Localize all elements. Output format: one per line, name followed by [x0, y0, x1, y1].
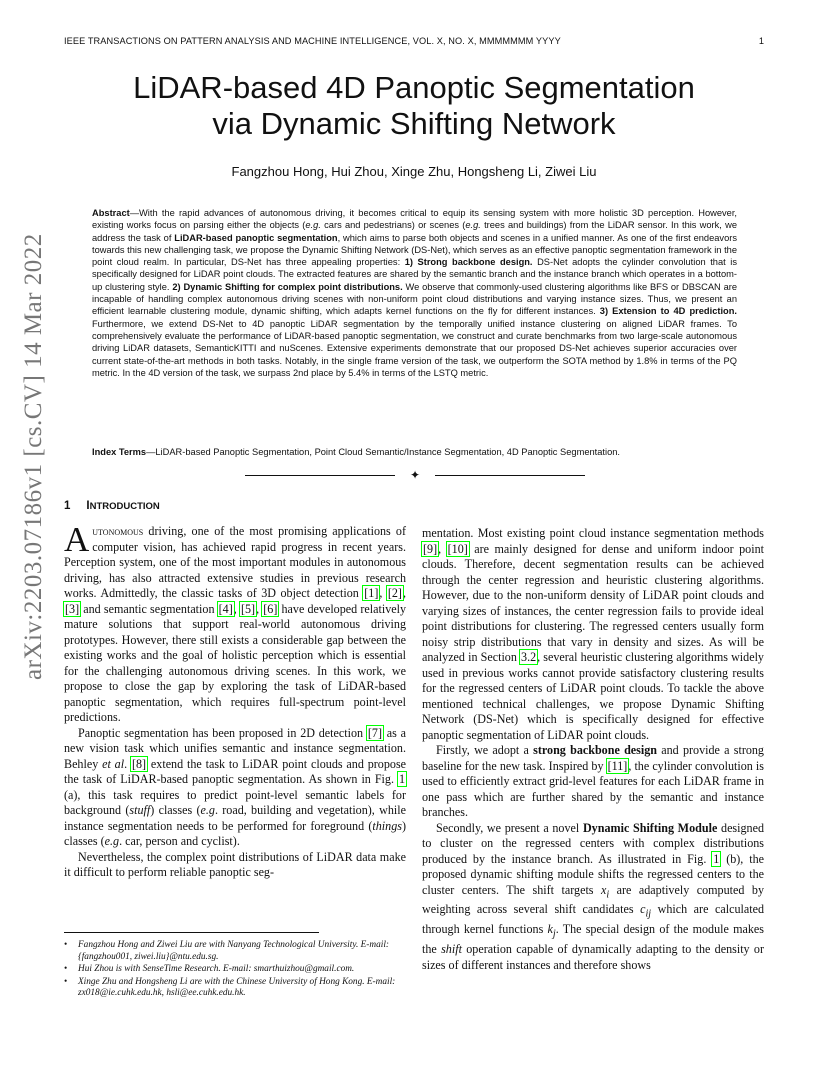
- paragraph: [64, 726, 406, 850]
- body-text: .: [124, 756, 131, 771]
- math-subscript: i: [606, 888, 610, 900]
- abstract-eg: e.g.: [465, 220, 481, 231]
- body-text: . car, person and cyclist).: [119, 834, 240, 848]
- figure-link[interactable]: 1: [713, 851, 720, 866]
- index-terms-text: —LiDAR-based Panoptic Segmentation, Point Cloud Semantic/Instance Segmentation, 4D Panoptic Segmentation.: [146, 447, 620, 457]
- abstract-bold: 1) Strong backbone design.: [404, 257, 533, 268]
- abstract-bold: LiDAR-based panoptic segmentation: [174, 232, 338, 243]
- body-text: (b), the proposed dynamic shifting module shifts the regressed centers to the cluster centers. The shift targets: [422, 851, 765, 897]
- footnote-rule: [64, 932, 319, 933]
- math-subscript: ij: [645, 908, 652, 920]
- abstract: [92, 207, 737, 379]
- math-symbol: c: [640, 902, 646, 917]
- drop-cap: A: [64, 520, 90, 559]
- italic-text: e.g: [104, 834, 120, 848]
- body-text: ,: [379, 586, 387, 600]
- math-symbol: x: [600, 882, 607, 897]
- citation-link[interactable]: [3]: [65, 601, 80, 616]
- abstract-text: —With the rapid advances of autonomous driving, it becomes critical to equip its sensing system with more holistic 3D perception. However, existing works focus on parsing either the objects (: [92, 208, 737, 231]
- section-link[interactable]: 3.2: [521, 650, 537, 664]
- body-text: Panoptic segmentation has been proposed in 2D detection: [78, 725, 367, 740]
- citation-link[interactable]: [7]: [367, 725, 382, 740]
- footnote-item: • Xinge Zhu and Hongsheng Li are with the Chinese University of Hong Kong. E-mail: zx018@ie.cuhk.edu.hk, hsli@ee.cuhk.edu.hk.: [78, 977, 409, 1000]
- citation-link[interactable]: [2]: [387, 586, 402, 600]
- italic-text: shift: [441, 942, 462, 957]
- abstract-text: We observe that commonly-used clustering algorithms like BFS or DBSCAN are incapable of handling complex autonomous driving scenes with non-uniform point cloud distributions and varying instance sizes. Thus, we present an efficient learnable clustering module, dynamic shifting, which adapts kernel functions on the fly for different instances.: [92, 281, 738, 317]
- abstract-bold: 2) Dynamic Shifting for complex point distributions.: [172, 281, 403, 292]
- figure-link[interactable]: 1: [398, 772, 405, 786]
- body-text: , several heuristic clustering algorithms widely used in previous works cannot provide satisfactory clustering results for the regressed centers of LiDAR point clouds. To tackle the above mentioned technical challenges, we propose Dynamic Shifting Network (DS-Net) which is specifically designed for effective panoptic segmentation of LiDAR point clouds.: [422, 650, 764, 742]
- footnote-item: • Fangzhou Hong and Ziwei Liu are with Nanyang Technological University. E-mail: {fangzhou001, ziwei.liu}@ntu.edu.sg.: [78, 940, 409, 963]
- italic-text: things: [372, 818, 402, 833]
- section-number: 1: [64, 500, 71, 512]
- body-text: Firstly, we adopt a: [436, 743, 534, 757]
- body-text: mentation. Most existing point cloud instance segmentation methods: [422, 526, 764, 540]
- italic-text: stuff: [129, 803, 151, 817]
- body-text: operation capable of dynamically adapting to the density or sizes of different instances and therefore shows: [422, 942, 764, 972]
- body-text: are adaptively computed by weighting across several shift candidates: [422, 882, 764, 917]
- abstract-eg: e.g.: [305, 220, 321, 231]
- paragraph: [422, 526, 764, 743]
- body-text: which are calculated through kernel functions: [422, 902, 764, 937]
- body-text: Secondly, we present a novel: [436, 820, 583, 835]
- page-number: 1: [758, 36, 764, 46]
- abstract-text: trees and buildings) from the LiDAR sensor. In this work, we address the task of: [92, 220, 738, 243]
- body-text: designed to cluster on the regressed centers with complex distributions produced by the instance branch. As illustrated in Fig.: [422, 820, 765, 866]
- body-text: (a), this task requires to predict point-level semantic labels for background (: [64, 787, 406, 817]
- index-terms-label: Index Terms: [92, 447, 147, 457]
- running-head: IEEE TRANSACTIONS ON PATTERN ANALYSIS AND MACHINE INTELLIGENCE, VOL. X, NO. X, MMMMMMM YYYY: [64, 36, 561, 46]
- body-text: ) classes (: [64, 818, 406, 848]
- divider-star-icon: ✦: [409, 468, 421, 482]
- abstract-text: cars and pedestrians) or scenes (: [320, 220, 466, 231]
- body-text: ) classes (: [150, 803, 201, 817]
- math-symbol: k: [547, 922, 553, 937]
- paragraph: [422, 743, 764, 821]
- index-terms: [92, 446, 737, 458]
- title-line-1: LiDAR-based 4D Panoptic Segmentation: [133, 70, 695, 105]
- citation-link[interactable]: [1]: [364, 586, 379, 600]
- citation-link[interactable]: [10]: [447, 541, 468, 556]
- section-heading: [64, 500, 160, 512]
- citation-link[interactable]: [4]: [218, 601, 233, 616]
- abstract-text: Furthermore, we extend DS-Net to 4D panoptic LiDAR segmentation by the temporally unified instance clustering on aligned LiDAR frames. To comprehensively evaluate the performance of LiDAR-based panoptic segmentation, we construct and curate benchmarks from two large-scale autonomous driving LiDAR datasets, SemanticKITTI and nuScenes. Extensive experiments demonstrate that our proposed DS-Net achieves superior accuracies over current state-of-the-art methods in both tasks. Notably, in the single frame version of the task, we outperform the SOTA method by 1.8% in terms of the PQ metric. In the 4D version of the task, we surpass 2nd place by 5.4% in terms of the LSTQ metric.: [92, 318, 737, 378]
- paragraph: [422, 821, 764, 974]
- body-text: as a new vision task which unifies semantic and instance segmentation. Behley: [64, 725, 406, 771]
- math-var: [547, 922, 556, 940]
- paragraph: Nevertheless, the complex point distributions of LiDAR data make it difficult to perform reliable panoptic seg-: [64, 849, 406, 879]
- citation-link[interactable]: [6]: [263, 601, 278, 616]
- math-var: [600, 882, 610, 900]
- citation-link[interactable]: [5]: [240, 601, 256, 616]
- divider-line-right: [435, 475, 585, 476]
- bold-text: Dynamic Shifting Module: [582, 820, 718, 835]
- arxiv-stamp[interactable]: arXiv:2203.07186v1 [cs.CV] 14 Mar 2022: [20, 233, 47, 680]
- body-text: and provide a strong baseline for the new task. Inspired by: [422, 743, 764, 773]
- bold-text: strong backbone design: [533, 743, 657, 757]
- body-text: . road, building and vegetation), while instance segmentation needs to be performed for foreground (: [64, 803, 406, 833]
- math-var: [640, 902, 652, 920]
- math-subscript: j: [552, 928, 556, 940]
- title-line-2: via Dynamic Shifting Network: [212, 106, 616, 141]
- small-caps-word: utonomous: [92, 524, 144, 538]
- italic-text: e.g: [200, 803, 215, 817]
- body-text: , the cylinder convolution is used to efficiently extract grid-level features for each LiDAR frame in one pass which are further shared by the semantic and instance branches.: [422, 758, 764, 819]
- footnotes: [64, 940, 409, 1001]
- body-text: extend the task to LiDAR point clouds and propose the task of LiDAR-based panoptic segmentation. As shown in Fig.: [64, 756, 407, 786]
- body-text: have developed relatively mature solutions that support real-world autonomous driving prototypes. However, there still exists a considerable gap between the existing works and the goal of holistic perception which is essential for the challenging autonomous driving scenes. In this work, we propose to close the gap by exploring the task of LiDAR-based panoptic segmentation, which requires full-spectrum point-level predictions.: [64, 601, 407, 724]
- body-text: ,: [438, 541, 447, 556]
- body-text: and semantic segmentation: [80, 601, 218, 616]
- citation-link[interactable]: [9]: [423, 541, 438, 556]
- abstract-label: Abstract: [92, 208, 130, 218]
- author-list: Fangzhou Hong, Hui Zhou, Xinge Zhu, Hongsheng Li, Ziwei Liu: [231, 164, 597, 179]
- body-text: driving, one of the most promising applications of computer vision, has achieved rapid progress in recent years. Perception system, one of the most important modules in autonomous driving, has also attracted extensive studies in previous research works. Admittedly, the classic tasks of 3D object detection: [64, 524, 406, 600]
- section-divider: [245, 468, 585, 482]
- abstract-text: DS-Net adopts the cylinder convolution that is specifically designed for LiDAR point clouds. The extracted features are shared by the semantic branch and the instance branch which operates in a bottom-up clustering style.: [92, 257, 737, 292]
- divider-line-left: [245, 475, 395, 476]
- left-column: [64, 520, 407, 881]
- paragraph: [64, 520, 407, 726]
- abstract-text: , which aims to parse both objects and scenes in a unified manner. As one of the first endeavors towards this new challenging task, we propose the Dynamic Shifting Network (DS-Net), which serves as an effective panoptic segmentation framework in the point cloud realm. In particular, DS-Net has three appealing properties:: [92, 232, 737, 268]
- body-text: are mainly designed for dense and uniform indoor point clouds. Therefore, decent segmentation results can be achieved through the center regression and heuristic clustering algorithms. However, due to the non-uniform density of LiDAR point clouds and varying sizes of instances, the center regression fails to provide ideal point distributions for clustering. The regressed centers usually form noisy strip distributions that vary in density and sizes. As will be analyzed in Section: [422, 541, 764, 664]
- abstract-bold: 3) Extension to 4D prediction.: [599, 306, 737, 317]
- section-initial: I: [86, 500, 90, 512]
- citation-link[interactable]: [11]: [607, 758, 628, 773]
- section-title-rest: NTRODUCTION: [89, 501, 160, 512]
- right-column: [422, 526, 764, 973]
- italic-text: et al: [102, 756, 125, 771]
- body-text: ,: [402, 586, 406, 600]
- body-text: . The special design of the module makes the: [422, 922, 764, 957]
- citation-link[interactable]: [8]: [131, 756, 147, 771]
- body-text: ,: [256, 601, 263, 616]
- paper-title: [64, 70, 764, 142]
- body-text: ,: [233, 601, 240, 616]
- footnote-item: • Hui Zhou is with SenseTime Research. E-mail: smarthuizhou@gmail.com.: [78, 964, 409, 976]
